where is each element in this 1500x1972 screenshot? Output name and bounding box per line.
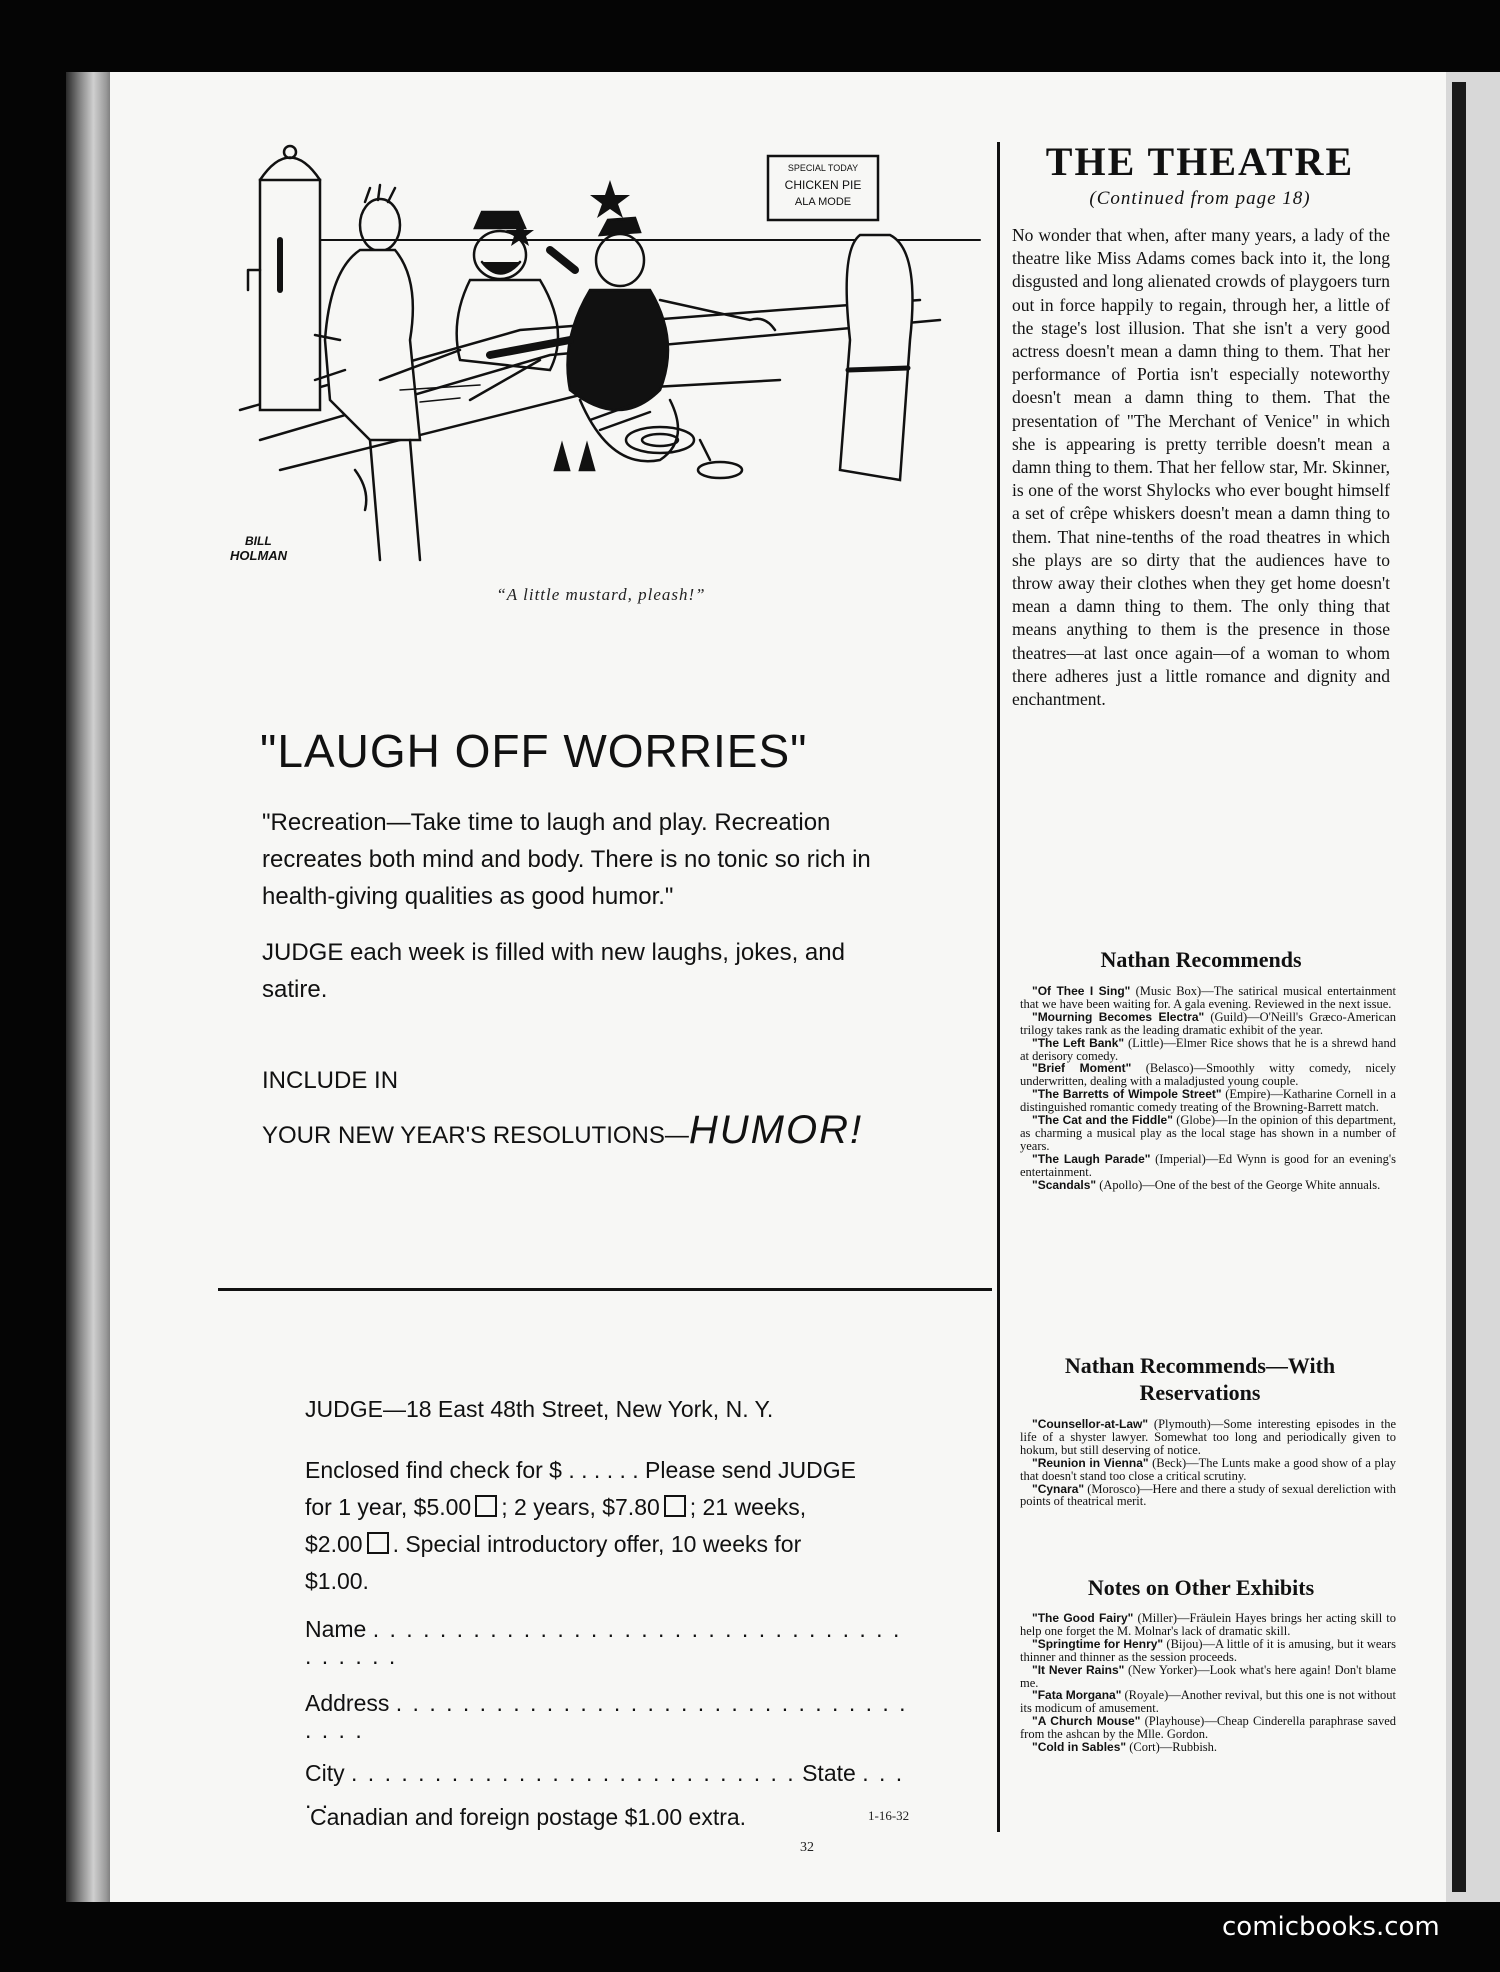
review-title: "The Laugh Parade": [1032, 1151, 1151, 1166]
review-entry: [1020, 1114, 1396, 1153]
ad-judge-line: satire.: [262, 976, 328, 1003]
order-line: Enclosed find check for $ . . . . . . Please send JUDGE: [305, 1457, 856, 1483]
order-text: [305, 1452, 915, 1600]
order-line: $2.00 . Special introductory offer, 10 weeks for: [305, 1531, 802, 1557]
signature-line-1: BILL: [245, 534, 272, 548]
reservations-list: [1020, 1418, 1396, 1508]
review-title: "Cynara": [1032, 1481, 1085, 1496]
column-divider: [997, 142, 1000, 1832]
sign-line-1: SPECIAL TODAY: [787, 163, 859, 173]
order-line: for 1 year, $5.00 ; 2 years, $7.80 ; 21 weeks,: [305, 1494, 807, 1520]
city-label: City: [305, 1760, 345, 1786]
section-heading: Notes on Other Exhibits: [1087, 1575, 1315, 1600]
review-title: "Springtime for Henry": [1032, 1636, 1164, 1651]
review-title: "The Barretts of Wimpole Street": [1032, 1087, 1222, 1102]
review-entry: [1020, 1689, 1396, 1715]
cartoon-illustration: [220, 140, 982, 580]
review-text: (Plymouth)—Some interesting episodes in the life of a shyster lawyer. Somewhat too long and periodically given to hokum, but still deserving of notice.: [1020, 1417, 1396, 1457]
review-text: (Imperial)—Ed Wynn is good for an evening's entertainment.: [1020, 1151, 1396, 1179]
section-heading: Nathan Recommends: [1100, 947, 1302, 972]
review-text: (Morosco)—Here and there a study of sexual dereliction with points of theatrical merit.: [1020, 1481, 1396, 1509]
page-number: 32: [800, 1840, 814, 1855]
review-title: "The Good Fairy": [1032, 1611, 1134, 1625]
cartoon-caption: “A little mustard, pleash!”: [496, 585, 706, 604]
other-exhibits-list: [1020, 1612, 1396, 1754]
watermark: comicbooks.com: [1222, 1912, 1440, 1942]
ad-include-line: INCLUDE IN: [262, 1067, 399, 1094]
review-entry: [1020, 1153, 1396, 1179]
review-text: (Royale)—Another revival, but this one is not without its modicum of amusement.: [1020, 1688, 1396, 1716]
review-text: (New Yorker)—Look what's here again! Don't blame me.: [1020, 1662, 1396, 1690]
review-text: (Empire)—Katharine Cornell in a distinguished romantic comedy treating of the Browning-Barrett match.: [1020, 1087, 1396, 1115]
recommends-list: [1020, 985, 1396, 1192]
review-entry: [1020, 985, 1396, 1011]
ad-judge-text: [262, 934, 962, 1008]
review-title: "Scandals": [1032, 1177, 1097, 1192]
form-code: 1-16-32: [868, 1808, 910, 1823]
review-title: "The Left Bank": [1032, 1035, 1125, 1050]
review-entry: [1020, 1011, 1396, 1037]
review-entry: [1020, 1062, 1396, 1088]
review-entry: [1020, 1664, 1396, 1690]
ad-quote-line: health-giving qualities as good humor.": [262, 883, 674, 910]
review-title: "Mourning Becomes Electra": [1032, 1009, 1205, 1024]
review-text: (Music Box)—The satirical musical entertainment that we have been waiting for. A gala evening. Reviewed in the next issue.: [1020, 984, 1396, 1011]
horizontal-divider: [218, 1288, 992, 1291]
review-text: (Beck)—The Lunts make a good show of a play that doesn't stand too close a critical scrutiny.: [1020, 1455, 1396, 1483]
review-text: (Cort)—Rubbish.: [1126, 1740, 1218, 1755]
review-text: (Miller)—Fräulein Hayes brings her acting skill to help one forget the M. Molnar's lack of dramatic skill.: [1020, 1611, 1396, 1638]
review-title: "Cold in Sables": [1032, 1740, 1127, 1755]
order-line: $1.00.: [305, 1568, 369, 1594]
book-binding: [66, 72, 116, 1902]
review-text: (Globe)—In the opinion of this department, as charming a musical play as the local stage has shown in a number of years.: [1020, 1113, 1396, 1153]
sign-line-2: CHICKEN PIE: [784, 178, 862, 192]
theatre-title: THE THEATRE: [1045, 139, 1355, 184]
review-entry: [1020, 1179, 1396, 1192]
review-text: (Playhouse)—Cheap Cinderella paraphrase saved from the ashcan by the Mlle. Gordon.: [1020, 1714, 1396, 1742]
review-title: "Brief Moment": [1032, 1061, 1132, 1076]
ad-title: "LAUGH OFF WORRIES": [260, 725, 808, 777]
review-entry: [1020, 1088, 1396, 1114]
next-page-edge: [1446, 72, 1500, 1902]
one-year-checkbox[interactable]: [475, 1495, 497, 1517]
review-title: "It Never Rains": [1032, 1662, 1125, 1677]
two-years-checkbox[interactable]: [664, 1495, 686, 1517]
21-weeks-checkbox[interactable]: [367, 1532, 389, 1554]
section-heading: Nathan Recommends—With Reservations: [1064, 1353, 1336, 1405]
review-title: "Of Thee I Sing": [1032, 984, 1131, 998]
review-text: (Little)—Elmer Rice shows that he is a shrewd hand at derisory comedy.: [1020, 1035, 1396, 1063]
review-title: "Fata Morgana": [1032, 1688, 1122, 1703]
address-field[interactable]: Address . . . . . . . . . . . . . . . . . . . . . . . . . . . . . . . . . . .: [305, 1690, 908, 1743]
ad-quote-line: recreates both mind and body. There is no tonic so rich in: [262, 846, 871, 873]
review-entry: [1020, 1483, 1396, 1509]
review-title: "Reunion in Vienna": [1032, 1455, 1149, 1470]
review-entry: [1020, 1418, 1396, 1457]
review-entry: [1020, 1741, 1396, 1754]
review-text: (Belasco)—Smoothly witty comedy, nicely underwritten, dealing with a maladjusted young couple.: [1020, 1061, 1396, 1089]
postage-note: Canadian and foreign postage $1.00 extra.: [310, 1804, 747, 1830]
ad-humor: HUMOR!: [688, 1108, 864, 1152]
ad-quote: [262, 804, 962, 915]
review-text: (Guild)—O'Neill's Græco-American trilogy takes rank as the leading dramatic exhibit of the year.: [1020, 1009, 1396, 1037]
state-label: State: [802, 1760, 856, 1786]
address-label: Address: [305, 1690, 390, 1716]
review-title: "A Church Mouse": [1032, 1714, 1141, 1729]
review-text: (Bijou)—A little of it is amusing, but it wears thinner and thinner as the session proceeds.: [1020, 1636, 1397, 1664]
review-text: (Apollo)—One of the best of the George White annuals.: [1096, 1177, 1381, 1192]
review-entry: [1020, 1638, 1396, 1664]
ad-judge-line: JUDGE each week is filled with new laughs, jokes, and: [262, 939, 845, 966]
theatre-body: No wonder that when, after many years, a lady of the theatre like Miss Adams comes back into it, the long disgusted and long alienated crowds of playgoers turn out in force happily to regain, through her, a little of the stage's lost illusion. That she isn't a very good actress doesn't mean a damn thing to them. That her performance of Portia isn't especially noteworthy doesn't mean a damn thing to them. That the presentation of "The Merchant of Venice" in which she is appearing is pretty terrible doesn't mean a damn thing to them. That her fellow star, Mr. Skinner, is one of the worst Shylocks who ever bought himself a set of crêpe whiskers doesn't mean a damn thing to them. That nine-tenths of the road theatres in which she plays are so dirty that the audiences have to throw away their clothes when they get home doesn't mean a damn thing to them. The only thing that means anything to them is the presence in those theatres—at last once again—of a woman to whom there adheres just a little romance and dignity and enchantment.: [1012, 225, 1390, 710]
name-label: Name: [305, 1616, 367, 1642]
form-address: JUDGE—18 East 48th Street, New York, N. Y.: [305, 1396, 774, 1422]
review-title: "The Cat and the Fiddle": [1032, 1113, 1173, 1128]
review-entry: [1020, 1037, 1396, 1063]
name-field[interactable]: Name . . . . . . . . . . . . . . . . . . . . . . . . . . . . . . . . . . . . . .: [305, 1616, 902, 1669]
ad-resolutions-text: YOUR NEW YEAR'S RESOLUTIONS—: [262, 1122, 689, 1149]
review-entry: [1020, 1457, 1396, 1483]
review-entry: [1020, 1612, 1396, 1638]
ad-resolutions-line: [262, 1108, 962, 1154]
continued-note: (Continued from page 18): [1089, 188, 1311, 209]
sign-line-3: ALA MODE: [794, 196, 852, 208]
review-title: "Counsellor-at-Law": [1032, 1417, 1149, 1431]
signature-line-2: HOLMAN: [230, 548, 288, 563]
ad-quote-line: "Recreation—Take time to laugh and play. Recreation: [262, 809, 831, 836]
city-state-fields[interactable]: City . . . . . . . . . . . . . . . . . . . . . . . . . . . State . . . . .: [305, 1760, 905, 1813]
review-entry: [1020, 1715, 1396, 1741]
